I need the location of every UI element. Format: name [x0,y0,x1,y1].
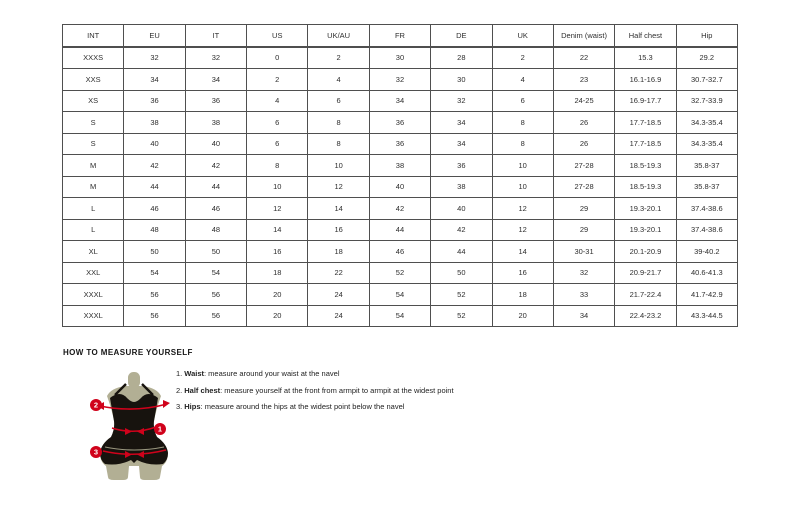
table-cell: 27-28 [553,176,614,198]
table-cell: 38 [124,112,185,134]
table-cell: 42 [185,155,246,177]
table-row [63,284,738,306]
table-cell: 14 [308,198,369,220]
table-cell: 30 [431,69,492,91]
table-cell: 4 [247,90,308,112]
table-cell: XS [63,90,124,112]
table-cell: 12 [308,176,369,198]
table-cell: 36 [369,133,430,155]
measure-instructions-list [176,369,454,419]
table-cell: 2 [308,47,369,69]
table-cell: 10 [492,155,553,177]
table-cell: XL [63,241,124,263]
badge-hips-number: 3 [93,447,99,457]
table-cell: XXXL [63,305,124,327]
table-row [63,47,738,69]
table-cell: 56 [124,305,185,327]
table-cell: 44 [124,176,185,198]
table-cell: 38 [185,112,246,134]
table-cell: 37.4-38.6 [676,219,737,241]
table-row [63,241,738,263]
table-cell: 46 [185,198,246,220]
table-cell: 22 [553,47,614,69]
column-header-us: US [247,25,308,47]
table-row [63,133,738,155]
table-row [63,69,738,91]
table-cell: 35.8-37 [676,155,737,177]
figure-neck [128,372,140,388]
table-cell: 40 [124,133,185,155]
table-cell: L [63,219,124,241]
table-cell: 18 [492,284,553,306]
table-cell: 44 [185,176,246,198]
table-cell: 30 [369,47,430,69]
table-cell: 16 [492,262,553,284]
measure-section-heading: HOW TO MEASURE YOURSELF [63,348,193,357]
table-cell: 34 [553,305,614,327]
table-cell: 20 [247,284,308,306]
table-cell: 4 [308,69,369,91]
table-cell: 20.9-21.7 [615,262,676,284]
table-cell: 29 [553,198,614,220]
table-cell: 42 [431,219,492,241]
table-cell: 56 [185,305,246,327]
table-cell: 32 [553,262,614,284]
table-cell: 36 [431,155,492,177]
table-cell: 8 [247,155,308,177]
badge-chest-number: 2 [93,400,99,410]
table-cell: 8 [308,133,369,155]
table-cell: 32 [431,90,492,112]
table-cell: 34 [369,90,430,112]
table-cell: 8 [492,133,553,155]
table-cell: 33 [553,284,614,306]
table-cell: 29.2 [676,47,737,69]
table-cell: 17.7-18.5 [615,133,676,155]
table-cell: 48 [185,219,246,241]
table-cell: 16.9-17.7 [615,90,676,112]
table-cell: 36 [369,112,430,134]
table-cell: 8 [492,112,553,134]
table-cell: 4 [492,69,553,91]
table-cell: 12 [247,198,308,220]
table-row [63,219,738,241]
table-cell: 28 [431,47,492,69]
table-cell: M [63,176,124,198]
table-cell: 54 [185,262,246,284]
table-cell: 46 [369,241,430,263]
column-header-it: IT [185,25,246,47]
instruction-text: : measure yourself at the front from armpit to armpit at the widest point [220,385,454,395]
table-cell: 32 [124,47,185,69]
table-cell: 40 [185,133,246,155]
table-cell: 17.7-18.5 [615,112,676,134]
table-cell: XXL [63,262,124,284]
table-cell: 36 [124,90,185,112]
table-cell: 16.1-16.9 [615,69,676,91]
table-cell: 6 [247,133,308,155]
table-cell: 56 [124,284,185,306]
table-cell: 50 [185,241,246,263]
instruction-label: Half chest [184,385,221,395]
table-cell: 34 [185,69,246,91]
table-cell: XXXS [63,47,124,69]
table-cell: 38 [431,176,492,198]
table-header-row [63,25,738,47]
table-cell: 40 [431,198,492,220]
table-cell: 22.4-23.2 [615,305,676,327]
table-row [63,155,738,177]
table-row [63,112,738,134]
badge-waist-number: 1 [157,424,163,434]
table-cell: 44 [431,241,492,263]
column-header-hip: Hip [676,25,737,47]
table-cell: 6 [492,90,553,112]
table-row [63,262,738,284]
instruction-label: Waist [184,369,204,378]
table-cell: 40 [369,176,430,198]
table-cell: 16 [308,219,369,241]
column-header-eu: EU [124,25,185,47]
table-cell: 42 [369,198,430,220]
table-cell: 18 [308,241,369,263]
table-cell: 10 [247,176,308,198]
table-cell: 32 [185,47,246,69]
instruction-half-chest [176,386,454,395]
table-cell: 56 [185,284,246,306]
table-cell: 6 [247,112,308,134]
table-cell: 30-31 [553,241,614,263]
table-cell: 18.5-19.3 [615,176,676,198]
table-cell: 32 [369,69,430,91]
table-cell: 39-40.2 [676,241,737,263]
table-cell: XXS [63,69,124,91]
table-row [63,198,738,220]
table-cell: 38 [369,155,430,177]
column-header-int: INT [63,25,124,47]
instruction-text: : measure around the hips at the widest point below the navel [200,402,405,411]
table-cell: 18 [247,262,308,284]
table-cell: 37.4-38.6 [676,198,737,220]
table-cell: 30.7-32.7 [676,69,737,91]
table-cell: 6 [308,90,369,112]
table-cell: 52 [431,305,492,327]
instruction-number: 1. [176,369,183,378]
table-cell: 10 [492,176,553,198]
table-cell: 20 [492,305,553,327]
table-cell: 27-28 [553,155,614,177]
table-cell: 16 [247,241,308,263]
table-cell: 12 [492,198,553,220]
measurement-figure-illustration [83,367,183,482]
table-cell: 36 [185,90,246,112]
column-header-de: DE [431,25,492,47]
table-cell: 34 [431,112,492,134]
table-cell: 35.8-37 [676,176,737,198]
table-cell: 15.3 [615,47,676,69]
chest-arrow-right [163,400,170,408]
instruction-text: : measure around your waist at the navel [204,369,340,378]
table-cell: 34.3-35.4 [676,112,737,134]
table-cell: 19.3-20.1 [615,198,676,220]
table-cell: 20.1-20.9 [615,241,676,263]
table-cell: 52 [431,284,492,306]
table-cell: 48 [124,219,185,241]
table-cell: 41.7-42.9 [676,284,737,306]
table-cell: 19.3-20.1 [615,219,676,241]
size-table-header [63,25,738,47]
table-cell: XXXL [63,284,124,306]
table-cell: 24 [308,284,369,306]
table-cell: L [63,198,124,220]
table-row [63,305,738,327]
column-header-uk: UK [492,25,553,47]
table-cell: 34.3-35.4 [676,133,737,155]
table-cell: 32.7-33.9 [676,90,737,112]
table-cell: 20 [247,305,308,327]
table-cell: 54 [369,305,430,327]
table-cell: 21.7-22.4 [615,284,676,306]
instruction-number: 2. [176,385,183,395]
table-cell: 43.3-44.5 [676,305,737,327]
table-cell: 50 [124,241,185,263]
table-cell: 54 [124,262,185,284]
table-cell: 26 [553,133,614,155]
table-cell: 44 [369,219,430,241]
table-cell: 24 [308,305,369,327]
instruction-hips [176,402,454,411]
table-cell: 18.5-19.3 [615,155,676,177]
instruction-label: Hips [184,402,201,411]
table-cell: 26 [553,112,614,134]
table-cell: 22 [308,262,369,284]
size-table-body [63,47,738,327]
table-cell: 42 [124,155,185,177]
table-cell: 50 [431,262,492,284]
table-cell: 54 [369,284,430,306]
size-conversion-table [62,24,738,327]
table-cell: 2 [492,47,553,69]
table-cell: 23 [553,69,614,91]
column-header-uk-au: UK/AU [308,25,369,47]
table-cell: 14 [492,241,553,263]
column-header-denim: Denim (waist) [553,25,614,47]
table-cell: 34 [124,69,185,91]
table-cell: 34 [431,133,492,155]
table-cell: S [63,133,124,155]
table-cell: 8 [308,112,369,134]
mannequin-figure-icon [83,367,183,482]
instruction-waist [176,369,454,378]
table-cell: 40.6-41.3 [676,262,737,284]
table-cell: 14 [247,219,308,241]
instruction-number: 3. [176,402,183,411]
table-cell: 2 [247,69,308,91]
table-row [63,90,738,112]
table-cell: 12 [492,219,553,241]
table-cell: 52 [369,262,430,284]
table-row [63,176,738,198]
table-cell: S [63,112,124,134]
column-header-half-chest: Half chest [615,25,676,47]
table-cell: 24-25 [553,90,614,112]
table-cell: 10 [308,155,369,177]
table-cell: 0 [247,47,308,69]
table-cell: M [63,155,124,177]
table-cell: 46 [124,198,185,220]
table-cell: 29 [553,219,614,241]
column-header-fr: FR [369,25,430,47]
